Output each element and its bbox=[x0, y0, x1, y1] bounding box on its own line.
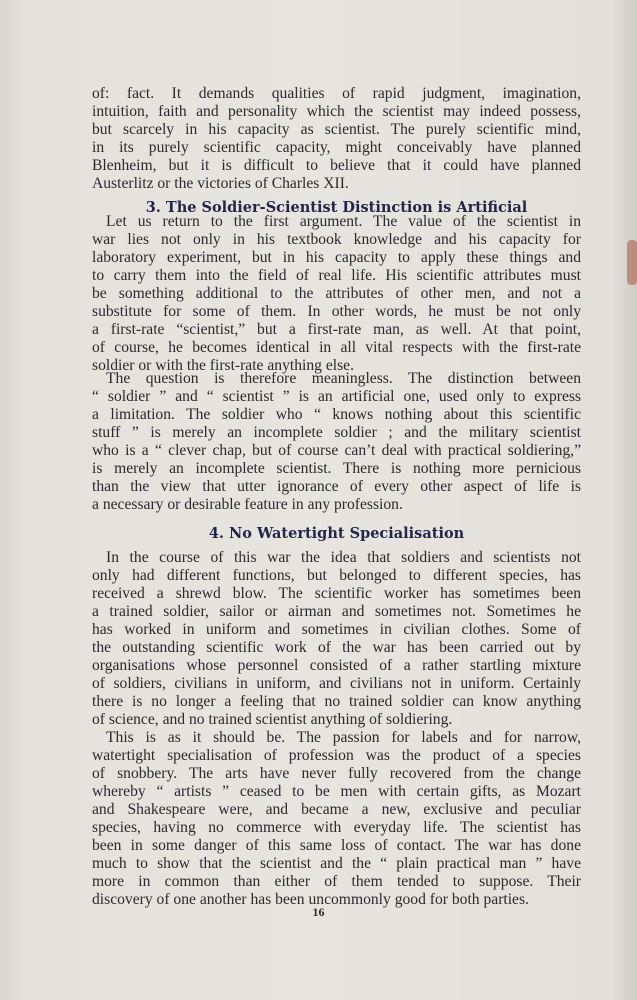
text-line: only had different functions, but belonged to different species, has bbox=[92, 567, 581, 584]
text-line: of course, he becomes identical in all vital respects with the first-rate bbox=[92, 339, 581, 356]
text-line: a necessary or desirable feature in any profession. bbox=[92, 496, 403, 513]
text-line: be something additional to the attributes of other men, and not a bbox=[92, 285, 581, 302]
text-line: who is a “ clever chap, but of course can’t deal with practical soldiering,” bbox=[92, 442, 581, 459]
text-line: but scarcely in his capacity as scientist. The purely scientific mind, bbox=[92, 121, 581, 138]
text-line: received a shrewd blow. The scientific worker has sometimes been bbox=[92, 585, 581, 602]
text-line: of soldiers, civilians in uniform, and civilians not in uniform. Certainly bbox=[92, 675, 581, 692]
page-number: 16 bbox=[312, 905, 325, 919]
text-line: there is no longer a feeling that no trained soldier can know anything bbox=[92, 693, 581, 710]
text-line: This is as it should be. The passion for labels and for narrow, bbox=[106, 729, 581, 746]
text-line: organisations whose personnel consisted of a rather startling mixture bbox=[92, 657, 581, 674]
text-line: than the view that utter ignorance of every other aspect of life is bbox=[92, 478, 581, 495]
paragraph bbox=[92, 549, 581, 729]
text-line: of snobbery. The arts have never fully recovered from the change bbox=[92, 765, 581, 782]
paragraph bbox=[92, 85, 581, 193]
text-line: watertight specialisation of profession was the product of a species bbox=[92, 747, 581, 764]
paragraph bbox=[92, 729, 581, 909]
text-line: The question is therefore meaningless. The distinction between bbox=[106, 370, 581, 387]
text-line: Blenheim, but it is difficult to believe that it could have planned bbox=[92, 157, 581, 174]
text-line: more in common than either of them tended to suppose. Their bbox=[92, 873, 581, 890]
text-line: substitute for some of them. In other words, he must be not only bbox=[92, 303, 581, 320]
paragraph bbox=[92, 213, 581, 375]
paragraph bbox=[92, 370, 581, 514]
text-line: Let us return to the first argument. The value of the scientist in bbox=[106, 213, 581, 230]
text-line: and Shakespeare were, and became a new, exclusive and peculiar bbox=[92, 801, 581, 818]
text-line: a first-rate “scientist,” but a first-rate man, as well. At that point, bbox=[92, 321, 581, 338]
text-line: a limitation. The soldier who “ knows nothing about this scientific bbox=[92, 406, 581, 423]
text-line: Austerlitz or the victories of Charles XII. bbox=[92, 175, 349, 192]
text-line: is merely an incomplete scientist. There is nothing more pernicious bbox=[92, 460, 581, 477]
text-line: “ soldier ” and “ scientist ” is an artificial one, used only to express bbox=[92, 388, 581, 405]
text-line: been in some danger of this same loss of contact. The war has done bbox=[92, 837, 581, 854]
text-line: intuition, faith and personality which the scientist may indeed possess, bbox=[92, 103, 581, 120]
text-line: In the course of this war the idea that soldiers and scientists not bbox=[106, 549, 581, 566]
text-line: whereby “ artists ” ceased to be men with certain gifts, as Mozart bbox=[92, 783, 581, 800]
text-line: stuff ” is merely an incomplete soldier ; and the military scientist bbox=[92, 424, 581, 441]
text-line: soldier or with the first-rate anything else. bbox=[92, 357, 354, 374]
text-line: a trained soldier, sailor or airman and sometimes not. Sometimes he bbox=[92, 603, 581, 620]
text-line: the outstanding scientific work of the war has been carried out by bbox=[92, 639, 581, 656]
text-line: has worked in uniform and sometimes in civilian clothes. Some of bbox=[92, 621, 581, 638]
text-line: much to show that the scientist and the “ plain practical man ” have bbox=[92, 855, 581, 872]
page-stain bbox=[627, 240, 637, 285]
text-line: to carry them into the field of real life. His scientific attributes must bbox=[92, 267, 581, 284]
text-line: war lies not only in his textbook knowledge and his capacity for bbox=[92, 231, 581, 248]
text-line: in its purely scientific capacity, might conceivably have planned bbox=[92, 139, 581, 156]
section-heading: 3. The Soldier-Scientist Distinction is Artificial bbox=[145, 199, 528, 216]
text-line: laboratory experiment, but in his capacity to apply these things and bbox=[92, 249, 581, 266]
text-line: discovery of one another has been uncommonly good for both parties. bbox=[92, 891, 529, 908]
text-line: of: fact. It demands qualities of rapid judgment, imagination, bbox=[92, 85, 581, 102]
text-line: species, having no commerce with everyday life. The scientist has bbox=[92, 819, 581, 836]
text-line: of science, and no trained scientist anything of soldiering. bbox=[92, 711, 453, 728]
section-heading: 4. No Watertight Specialisation bbox=[208, 525, 465, 542]
